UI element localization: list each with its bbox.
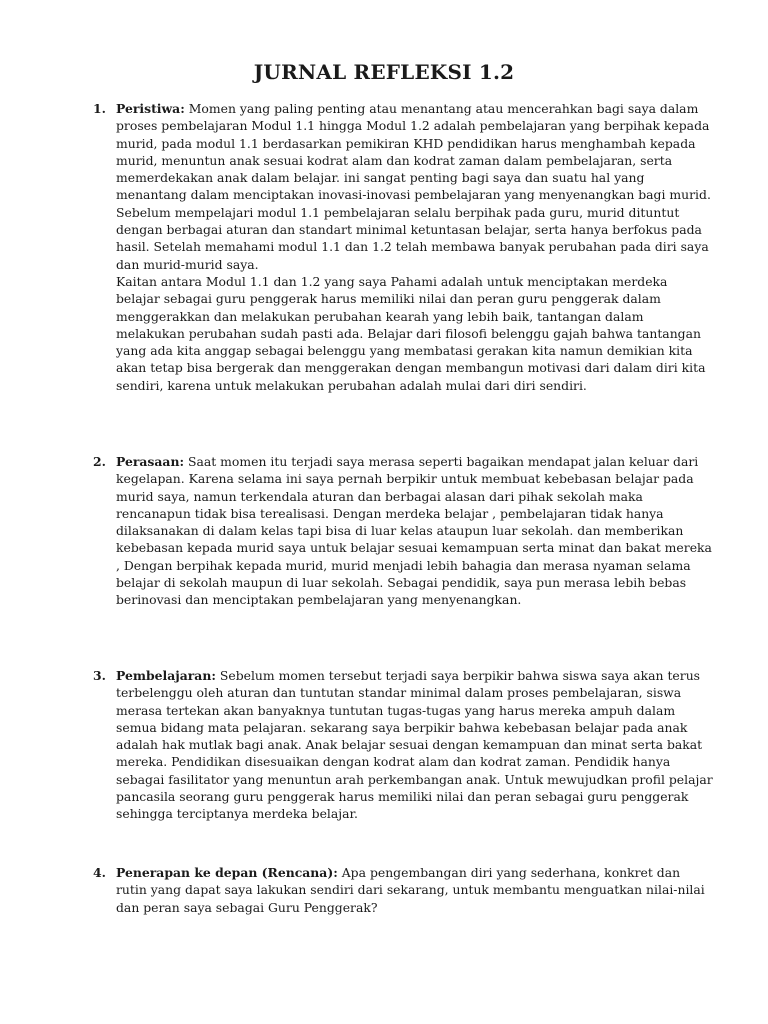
item-text: Momen yang paling penting atau menantang atau mencerahkan bagi saya dalam proses pembelajaran Modul 1.1 hingga Modul 1.2 adalah pembelajaran yang berpihak kepada murid, pada modul 1.1 berdasarkan pemikiran KHD pendidikan harus menghambah kepada murid, menuntun anak sesuai kodrat alam dan kodrat zaman dalam pembelajaran, serta memerdekakan anak dalam belajar. ini sangat penting bagi saya dan suatu hal yang menantang dalam menciptakan inovasi-inovasi pembelajaran yang menyenangkan bagi murid. Sebelum mempelajari modul 1.1 pembelajaran selalu berpihak pada guru, murid dituntut dengan berbagai aturan dan standart minimal ketuntasan belajar, serta hanya berfokus pada hasil. Setelah memahami modul 1.1 dan 1.2 telah membawa banyak perubahan pada diri saya dan murid-murid saya.: [116, 101, 711, 272]
item-text: Sebelum momen tersebut terjadi saya berpikir bahwa siswa saya akan terus terbelenggu oleh aturan dan tuntutan standar minimal dalam proses pembelajaran, siswa merasa tertekan akan banyaknya tuntutan tugas-tugas yang harus mereka ampuh dalam semua bidang mata pelajaran. sekarang saya berpikir bahwa kebebasan belajar pada anak adalah hak mutlak bagi anak. Anak belajar sesuai dengan kemampuan dan minat serta bakat mereka. Pendidikan disesuaikan dengan kodrat alam dan kodrat zaman. Pendidik hanya sebagai fasilitator yang menuntun arah perkembangan anak. Untuk mewujudkan profil pelajar pancasila seorang guru penggerak harus memiliki nilai dan peran sebagai guru penggerak sehingga terciptanya merdeka belajar.: [116, 668, 713, 822]
item-text: Saat momen itu terjadi saya merasa seperti bagaikan mendapat jalan keluar dari kegelapan. Karena selama ini saya pernah berpikir untuk membuat kebebasan belajar pada murid saya, namun terkendala aturan dan berbagai alasan dari pihak sekolah maka rencanapun tidak bisa terealisasi. Dengan merdeka belajar , pembelajaran tidak hanya dilaksanakan di dalam kelas tapi bisa di luar kelas ataupun luar sekolah. dan memberikan kebebasan kepada murid saya untuk belajar sesuai kemampuan serta minat dan bakat mereka , Dengan berpihak kepada murid, murid menjadi lebih bahagia dan merasa nyaman selama belajar di sekolah maupun di luar sekolah. Sebagai pendidik, saya pun merasa lebih bebas berinovasi dan menciptakan pembelajaran yang menyenangkan.: [116, 454, 712, 608]
list-item-body: [116, 100, 713, 394]
list-item-penerapan: [93, 864, 713, 916]
list-item-pembelajaran: [93, 667, 713, 823]
item-label: Peristiwa:: [116, 101, 185, 116]
list-item-body: [116, 667, 713, 823]
document-title: JURNAL REFLEKSI 1.2: [253, 60, 515, 84]
paragraph: [116, 667, 713, 823]
list-item-number: 2.: [93, 454, 106, 469]
paragraph: [116, 100, 713, 273]
item-label: Perasaan:: [116, 454, 185, 469]
item-label: Pembelajaran:: [116, 668, 216, 683]
list-item-body: [116, 864, 713, 916]
item-label: Penerapan ke depan (Rencana):: [116, 865, 338, 880]
paragraph-continued: Kaitan antara Modul 1.1 dan 1.2 yang saya Pahami adalah untuk menciptakan merdeka belajar sebagai guru penggerak harus memiliki nilai dan peran guru penggerak dalam menggerakkan dan melakukan perubahan kearah yang lebih baik, tantangan dalam melakukan perubahan sudah pasti ada. Belajar dari filosofi belenggu gajah bahwa tantangan yang ada kita anggap sebagai belenggu yang membatasi gerakan kita namun demikian kita akan tetap bisa bergerak dan menggerakan dengan membangun motivasi dari dalam diri kita sendiri, karena untuk melakukan perubahan adalah mulai dari diri sendiri.: [116, 273, 706, 393]
list-item-number: 4.: [93, 865, 106, 880]
list-item-body: [116, 453, 713, 609]
paragraph: [116, 453, 713, 609]
list-item-number: 1.: [93, 101, 106, 116]
list-item-perasaan: [93, 453, 713, 609]
item-text: Apa pengembangan diri yang sederhana, konkret dan rutin yang dapat saya lakukan sendiri dari sekarang, untuk membantu menguatkan nilai-nilai dan peran saya sebagai Guru Penggerak?: [116, 865, 705, 915]
list-item-number: 3.: [93, 668, 106, 683]
list-item-peristiwa: [93, 100, 713, 394]
paragraph: [116, 864, 713, 916]
